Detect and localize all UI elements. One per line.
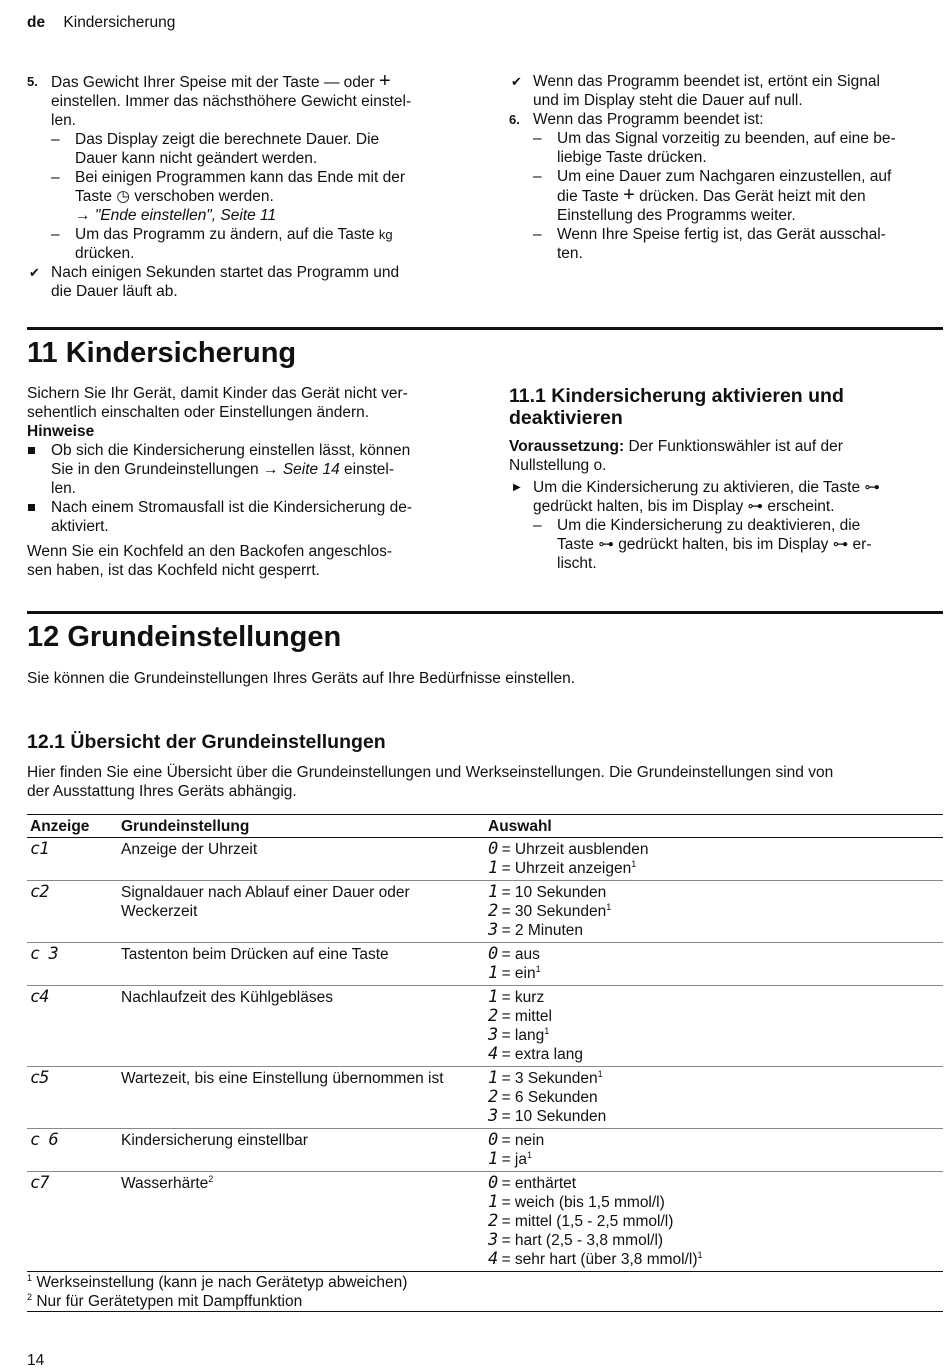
setting-cell (118, 943, 485, 986)
option-item (488, 988, 940, 1007)
option-value: 0 (488, 1173, 498, 1193)
step-text: Das Gewicht Ihrer Speise mit der Taste (51, 74, 320, 91)
option-label: = 6 Sekunden (501, 1089, 598, 1106)
substep-text: Um das Programm zu ändern, auf die Taste (75, 226, 375, 243)
substep-text: Wenn Ihre Speise fertig ist, das Gerät ausschal- (557, 226, 886, 243)
step-text: oder (343, 74, 375, 91)
section-12-intro: Sie können die Grundeinstellungen Ihres Geräts auf Ihre Bedürfnisse einstellen. (27, 670, 576, 687)
display-code-cell (27, 838, 118, 881)
step-6 (509, 110, 943, 129)
setting-text: Tastenton beim Drücken auf eine Taste (121, 946, 389, 963)
display-code: c5 (30, 1068, 49, 1088)
option-value: 0 (488, 944, 498, 964)
subsection-heading: deaktivieren (509, 407, 623, 429)
option-item (488, 1045, 940, 1064)
option-item (488, 964, 940, 983)
option-item (488, 1150, 940, 1169)
cross-reference-link[interactable] (27, 206, 467, 225)
option-item (488, 1250, 940, 1269)
option-value: 4 (488, 1044, 498, 1064)
page-number: 14 (27, 1352, 45, 1369)
option-label: = aus (501, 946, 540, 963)
substep-text: Um die Kindersicherung zu deaktivieren, die (557, 517, 861, 534)
step-text: einstellen. Immer das nächsthöhere Gewicht einstel- (51, 93, 412, 110)
option-value: 0 (488, 1130, 498, 1150)
substep-text: Bei einigen Programmen kann das Ende mit der (75, 169, 405, 186)
result (27, 263, 467, 301)
option-value: 1 (488, 1149, 498, 1169)
setting-cell (118, 1129, 485, 1172)
option-value: 1 (488, 987, 498, 1007)
substep: – Um die Kindersicherung zu deaktivieren, die Taste ⊶ gedrückt halten, bis im Display ⊶ er- lischt. (509, 516, 943, 573)
paragraph-text: der Ausstattung Ihres Geräts abhängig. (27, 783, 297, 800)
substep: – Um eine Dauer zum Nachgaren einzustellen, auf die Taste + drücken. Das Gerät heizt mit den Einstellung des Programms weiter. (509, 167, 943, 225)
action-text: Um die Kindersicherung zu aktivieren, die Taste (533, 479, 861, 496)
option-label: = lang (501, 1027, 545, 1044)
options-cell (485, 881, 943, 943)
plus-key-icon: + (623, 184, 635, 206)
display-code: c 3 (30, 944, 58, 964)
result-text: Wenn das Programm beendet ist, ertönt ein Signal (533, 73, 880, 90)
step-5 (27, 72, 467, 130)
option-item (488, 921, 940, 940)
paragraph-text: Hier finden Sie eine Übersicht über die Grundeinstellungen und Werkseinstellungen. Die Grundeinstellungen sind von (27, 764, 834, 781)
key-icon: ⊶ (864, 479, 880, 496)
option-value: 2 (488, 1006, 498, 1026)
notes-heading: Hinweise (27, 423, 95, 440)
section-11-heading: 11 Kindersicherung (27, 337, 297, 369)
option-item (488, 902, 940, 921)
option-value: 3 (488, 1230, 498, 1250)
setting-text: Anzeige der Uhrzeit (121, 841, 258, 858)
clock-icon: ◷ (116, 188, 130, 205)
section-11-left (27, 384, 467, 580)
table-row (27, 943, 943, 986)
setting-text: Wartezeit, bis eine Einstellung übernommen ist (121, 1070, 444, 1087)
key-icon: ⊶ (747, 498, 764, 515)
substep-text: lischt. (557, 555, 597, 572)
substep-text: verschoben werden. (134, 188, 274, 205)
zero-position-icon: o (593, 457, 603, 474)
option-item (488, 1193, 940, 1212)
display-code: c7 (30, 1173, 49, 1193)
display-code-cell (27, 1129, 118, 1172)
note-item (27, 498, 467, 536)
substep-text: Einstellung des Programms weiter. (557, 207, 796, 224)
step-number: 5. (27, 74, 38, 89)
option-value: 4 (488, 1249, 498, 1269)
substep-text: drücken. (75, 245, 135, 262)
arrow-icon: → (263, 461, 279, 478)
option-item (488, 883, 940, 902)
option-item (488, 1107, 940, 1126)
substep-text: die Taste (557, 188, 619, 205)
option-item (488, 1131, 940, 1150)
setting-text: Signaldauer nach Ablauf einer Dauer oder Weckerzeit (121, 884, 410, 920)
option-value: 1 (488, 858, 498, 878)
bullet-icon (28, 504, 35, 511)
option-label: = sehr hart (über 3,8 mmol/l) (501, 1251, 698, 1268)
note-text: Sie in den Grundeinstellungen (51, 461, 259, 478)
option-item (488, 1069, 940, 1088)
option-label: = ein (501, 965, 536, 982)
paragraph-text: sen haben, ist das Kochfeld nicht gesperrt. (27, 562, 320, 579)
footnote-mark: 2 (208, 1173, 214, 1184)
section-12-paragraph (27, 763, 947, 801)
option-item (488, 1174, 940, 1193)
substep-text: Um eine Dauer zum Nachgaren einzustellen, auf (557, 168, 892, 185)
option-label: = 3 Sekunden (501, 1070, 598, 1087)
substep-text: Taste (557, 536, 595, 553)
action-text: erscheint. (767, 498, 835, 515)
substep-text: ten. (557, 245, 583, 262)
option-label: = 30 Sekunden (501, 903, 607, 920)
option-label: = 10 Sekunden (501, 884, 607, 901)
option-label: = Uhrzeit anzeigen (501, 860, 632, 877)
setting-text: Nachlaufzeit des Kühlgebläses (121, 989, 333, 1006)
option-label: = 2 Minuten (501, 922, 583, 939)
option-value: 3 (488, 1025, 498, 1045)
option-value: 3 (488, 920, 498, 940)
footnote-mark: 1 (606, 901, 612, 912)
setting-text: Kindersicherung einstellbar (121, 1132, 308, 1149)
kg-key-icon: kg (378, 227, 393, 242)
option-item (488, 1088, 940, 1107)
options-cell (485, 838, 943, 881)
paragraph-text: Wenn Sie ein Kochfeld an den Backofen angeschlos- (27, 543, 393, 560)
intro-text: Sichern Sie Ihr Gerät, damit Kinder das Gerät nicht ver- (27, 385, 408, 402)
prerequisite-label: Voraussetzung: (509, 438, 625, 455)
option-value: 2 (488, 1087, 498, 1107)
bullet-icon (28, 447, 35, 454)
settings-table (27, 814, 943, 1272)
option-value: 1 (488, 1068, 498, 1088)
table-row (27, 1067, 943, 1129)
display-code: c 6 (30, 1130, 58, 1150)
footnote-mark: 2 (27, 1291, 33, 1302)
display-code-cell (27, 1172, 118, 1272)
footnote-mark: 1 (527, 1149, 533, 1160)
note-text: aktiviert. (51, 518, 109, 535)
substep-text: er- (852, 536, 872, 553)
column-header: Anzeige (27, 815, 118, 838)
substep-text: Um das Signal vorzeitig zu beenden, auf eine be- (557, 130, 896, 147)
substep-text: gedrückt halten, bis im Display (618, 536, 829, 553)
result-text: Nach einigen Sekunden startet das Programm und (51, 264, 400, 281)
page-reference-link[interactable]: Seite 14 (282, 461, 340, 478)
option-label: = ja (501, 1151, 527, 1168)
option-item (488, 840, 940, 859)
column-header: Auswahl (485, 815, 943, 838)
footnote-mark: 1 (27, 1272, 33, 1283)
option-label: = enthärtet (501, 1175, 577, 1192)
subsection-heading: 11.1 Kindersicherung aktivieren und (509, 385, 844, 407)
action-step (509, 478, 943, 516)
left-column-steps (27, 72, 467, 301)
setting-cell (118, 1172, 485, 1272)
intro-text: sehentlich einschalten oder Einstellungen ändern. (27, 404, 370, 421)
note-text: Ob sich die Kindersicherung einstellen lässt, können (51, 442, 411, 459)
section-rule (27, 611, 943, 614)
setting-cell (118, 1067, 485, 1129)
key-icon: ⊶ (832, 536, 849, 553)
header-title: Kindersicherung (63, 14, 176, 31)
right-column-steps (509, 72, 943, 263)
option-item (488, 1007, 940, 1026)
footnote-mark: 1 (535, 963, 541, 974)
result-text: die Dauer läuft ab. (51, 283, 178, 300)
reference-text: "Ende einstellen", Seite 11 (94, 207, 277, 224)
options-cell (485, 943, 943, 986)
option-value: 1 (488, 963, 498, 983)
plus-key-icon: + (378, 70, 391, 92)
option-item (488, 1026, 940, 1045)
option-label: = mittel (1,5 - 2,5 mmol/l) (501, 1213, 674, 1230)
table-header-row (27, 815, 943, 838)
footnote-mark: 1 (631, 858, 637, 869)
column-header: Grundeinstellung (118, 815, 485, 838)
option-label: = kurz (501, 989, 545, 1006)
setting-cell (118, 838, 485, 881)
footnote-mark: 1 (697, 1249, 703, 1260)
table-row (27, 881, 943, 943)
setting-cell (118, 986, 485, 1067)
page-header (27, 13, 175, 32)
substep: – Um das Programm zu ändern, auf die Taste kg drücken. (27, 225, 467, 263)
display-code-cell (27, 943, 118, 986)
triangle-icon: ▶ (513, 482, 521, 493)
option-value: 2 (488, 901, 498, 921)
display-code: c2 (30, 882, 49, 902)
substep-text: liebige Taste drücken. (557, 149, 707, 166)
subsection-12-1-heading: 12.1 Übersicht der Grundeinstellungen (27, 731, 386, 753)
footnotes (27, 1273, 943, 1311)
substep-text: Taste (75, 188, 113, 205)
substep-text: Dauer kann nicht geändert werden. (75, 150, 318, 167)
step-number: 6. (509, 112, 520, 127)
table-row (27, 838, 943, 881)
option-item (488, 1212, 940, 1231)
display-code: c4 (30, 987, 49, 1007)
prerequisite-text: Der Funktionswähler ist auf der (628, 438, 843, 455)
action-text: gedrückt halten, bis im Display (533, 498, 744, 515)
options-cell (485, 1129, 943, 1172)
option-value: 0 (488, 839, 498, 859)
note-item (27, 441, 467, 498)
option-label: = nein (501, 1132, 545, 1149)
footnote-text: Werkseinstellung (kann je nach Gerätetyp abweichen) (36, 1274, 408, 1291)
substep: – Wenn Ihre Speise fertig ist, das Gerät ausschal- ten. (509, 225, 943, 263)
footnote-mark: 1 (544, 1025, 550, 1036)
section-11-right: 11.1 Kindersicherung aktivieren und deaktivieren Voraussetzung: Der Funktionswähler ist auf der Nullstellung o. ▶ Um die Kindersicherung zu aktivieren, die Taste ⊶ gedrückt halten, bis im Display ⊶ erscheint. – Um die Kindersicherung zu deaktivieren, die Taste ⊶ gedrückt halten, bis im Display ⊶ er- lischt. (509, 385, 943, 573)
footnote-mark: 1 (597, 1068, 603, 1079)
substep-text: drücken. Das Gerät heizt mit den (639, 188, 866, 205)
display-code-cell (27, 881, 118, 943)
option-value: 1 (488, 1192, 498, 1212)
option-item (488, 1231, 940, 1250)
language-code: de (27, 14, 46, 31)
display-code: c1 (30, 839, 49, 859)
substep-text: Das Display zeigt die berechnete Dauer. Die (75, 131, 380, 148)
option-label: = weich (bis 1,5 mmol/l) (501, 1194, 665, 1211)
arrow-icon: → (75, 207, 91, 224)
section-rule (27, 327, 943, 330)
step-text: Wenn das Programm beendet ist: (533, 111, 764, 128)
setting-text: Wasserhärte (121, 1175, 209, 1192)
option-value: 1 (488, 882, 498, 902)
table-row (27, 1129, 943, 1172)
option-label: = hart (2,5 - 3,8 mmol/l) (501, 1232, 664, 1249)
option-value: 2 (488, 1211, 498, 1231)
check-icon: ✔ (511, 74, 522, 89)
note-text: Nach einem Stromausfall ist die Kindersicherung de- (51, 499, 412, 516)
prerequisite-text: Nullstellung (509, 457, 590, 474)
step-text: len. (51, 112, 76, 129)
options-cell (485, 986, 943, 1067)
table-row (27, 1172, 943, 1272)
note-text: einstel- (344, 461, 394, 478)
option-item (488, 859, 940, 878)
option-label: = 10 Sekunden (501, 1108, 607, 1125)
option-item (488, 945, 940, 964)
check-icon: ✔ (29, 265, 40, 280)
display-code-cell (27, 986, 118, 1067)
key-icon: ⊶ (598, 536, 614, 553)
option-label: = extra lang (501, 1046, 583, 1063)
result-text: und im Display steht die Dauer auf null. (533, 92, 803, 109)
substep: – Das Display zeigt die berechnete Dauer. Die Dauer kann nicht geändert werden. (27, 130, 467, 168)
option-value: 3 (488, 1106, 498, 1126)
substep: – Bei einigen Programmen kann das Ende mit der Taste ◷ verschoben werden. (27, 168, 467, 206)
options-cell (485, 1172, 943, 1272)
section-12-heading: 12 Grundeinstellungen (27, 621, 342, 653)
option-label: = mittel (501, 1008, 552, 1025)
options-cell (485, 1067, 943, 1129)
option-label: = Uhrzeit ausblenden (501, 841, 649, 858)
setting-cell (118, 881, 485, 943)
minus-key-icon: — (323, 74, 340, 91)
table-bottom-rule (27, 1311, 943, 1312)
result (509, 72, 943, 110)
footnote-text: Nur für Gerätetypen mit Dampffunktion (36, 1293, 303, 1310)
note-text: len. (51, 480, 76, 497)
substep: – Um das Signal vorzeitig zu beenden, auf eine be- liebige Taste drücken. (509, 129, 943, 167)
display-code-cell (27, 1067, 118, 1129)
table-row (27, 986, 943, 1067)
